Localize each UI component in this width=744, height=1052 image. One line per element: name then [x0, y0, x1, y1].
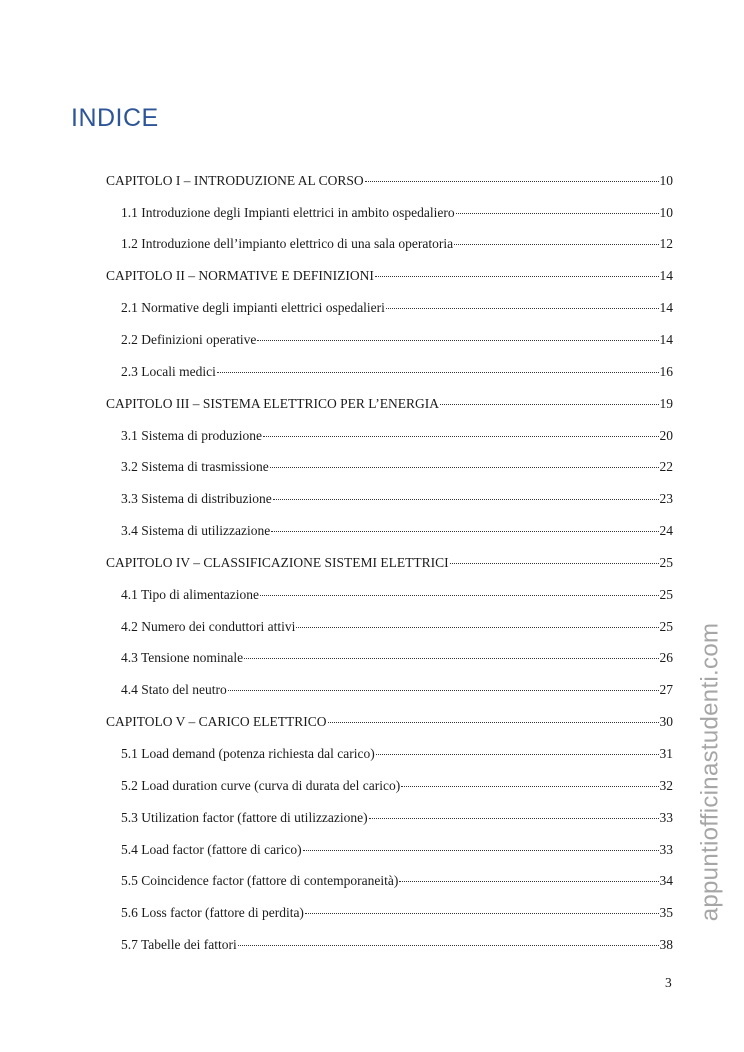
toc-entry-page: 25 [659, 555, 673, 570]
dot-leader [257, 329, 658, 341]
toc-entry-label: 2.3 Locali medici [121, 364, 216, 379]
dot-leader [376, 743, 659, 755]
toc-entry-label: 3.2 Sistema di trasmissione [121, 459, 269, 474]
toc-entry-page: 33 [659, 810, 673, 825]
toc-entry-label: 5.7 Tabelle dei fattori [121, 937, 237, 952]
toc-entry[interactable] [121, 650, 673, 670]
dot-leader [454, 233, 658, 245]
dot-leader [260, 584, 659, 596]
toc-entry-page: 34 [659, 873, 673, 888]
toc-entry-label: 1.2 Introduzione dell’impianto elettrico di una sala operatoria [121, 236, 454, 251]
toc-entry-label: 5.1 Load demand (potenza richiesta dal carico) [121, 746, 375, 761]
toc-entry-page: 14 [659, 300, 673, 315]
toc-entry[interactable] [121, 905, 673, 925]
toc-entry-page: 16 [659, 364, 673, 379]
toc-entry[interactable] [121, 842, 673, 862]
dot-leader [440, 393, 659, 405]
toc-entry-page: 31 [659, 746, 673, 761]
toc-entry-page: 27 [659, 682, 673, 697]
dot-leader [399, 870, 658, 882]
toc-entry-label: CAPITOLO IV – CLASSIFICAZIONE SISTEMI ELETTRICI [106, 555, 449, 570]
toc-entry-page: 22 [659, 459, 673, 474]
dot-leader [271, 520, 658, 532]
toc-entry-label: 4.2 Numero dei conduttori attivi [121, 619, 296, 634]
dot-leader [456, 202, 659, 214]
toc-entry-label: 3.3 Sistema di distribuzione [121, 491, 272, 506]
toc-entry-label: 2.1 Normative degli impianti elettrici ospedalieri [121, 300, 385, 315]
toc-entry[interactable] [121, 873, 673, 893]
toc-entry-label: 5.2 Load duration curve (curva di durata del carico) [121, 778, 401, 793]
dot-leader [328, 711, 659, 723]
toc-entry-page: 25 [659, 619, 673, 634]
toc-entry[interactable] [121, 587, 673, 607]
toc-entry[interactable] [121, 937, 673, 957]
toc-entry-label: CAPITOLO I – INTRODUZIONE AL CORSO [106, 173, 364, 188]
page-title: INDICE [71, 104, 159, 132]
toc-entry-page: 35 [659, 905, 673, 920]
toc-entry-label: CAPITOLO II – NORMATIVE E DEFINIZIONI [106, 268, 374, 283]
dot-leader [296, 616, 658, 628]
toc-entry-label: 5.6 Loss factor (fattore di perdita) [121, 905, 304, 920]
toc-entry-label: 4.3 Tensione nominale [121, 650, 244, 665]
toc-entry-label: 4.1 Tipo di alimentazione [121, 587, 259, 602]
toc-entry-page: 14 [659, 268, 673, 283]
dot-leader [244, 647, 658, 659]
toc-entry-label: CAPITOLO III – SISTEMA ELETTRICO PER L’ENERGIA [106, 396, 439, 411]
toc-entry[interactable] [121, 236, 673, 256]
toc-entry-label: 5.4 Load factor (fattore di carico) [121, 842, 302, 857]
toc-entry-label: 5.3 Utilization factor (fattore di utilizzazione) [121, 810, 368, 825]
toc-entry[interactable] [121, 364, 673, 384]
toc-entry-label: 3.4 Sistema di utilizzazione [121, 523, 271, 538]
dot-leader [365, 170, 659, 182]
toc-entry-label: 3.1 Sistema di produzione [121, 428, 262, 443]
dot-leader [228, 679, 659, 691]
dot-leader [375, 265, 659, 277]
toc-entry-page: 23 [659, 491, 673, 506]
dot-leader [450, 552, 659, 564]
toc-entry[interactable] [121, 619, 673, 639]
dot-leader [401, 775, 658, 787]
toc-entry[interactable] [106, 714, 673, 734]
toc-entry-page: 26 [659, 650, 673, 665]
toc-entry-page: 20 [659, 428, 673, 443]
toc-entry-label: 4.4 Stato del neutro [121, 682, 227, 697]
toc-entry[interactable] [121, 300, 673, 320]
toc-entry[interactable] [121, 778, 673, 798]
toc-entry[interactable] [106, 555, 673, 575]
toc-entry-page: 10 [659, 205, 673, 220]
dot-leader [303, 839, 659, 851]
toc-entry-page: 32 [659, 778, 673, 793]
dot-leader [263, 425, 659, 437]
dot-leader [273, 488, 659, 500]
toc-entry[interactable] [121, 746, 673, 766]
toc-entry[interactable] [121, 491, 673, 511]
toc-entry-page: 33 [659, 842, 673, 857]
toc-entry[interactable] [106, 173, 673, 193]
toc-entry-page: 38 [659, 937, 673, 952]
toc-entry[interactable] [121, 810, 673, 830]
toc-entry-page: 10 [659, 173, 673, 188]
toc-entry[interactable] [121, 205, 673, 225]
toc-entry-page: 12 [659, 236, 673, 251]
watermark [690, 607, 730, 937]
dot-leader [217, 361, 659, 373]
toc-entry-label: CAPITOLO V – CARICO ELETTRICO [106, 714, 327, 729]
toc-entry[interactable] [121, 459, 673, 479]
toc-entry-label: 1.1 Introduzione degli Impianti elettrici in ambito ospedaliero [121, 205, 455, 220]
toc-entry[interactable] [121, 332, 673, 352]
toc-entry[interactable] [106, 268, 673, 288]
toc-entry-page: 19 [659, 396, 673, 411]
toc-entry-page: 14 [659, 332, 673, 347]
toc-entry[interactable] [106, 396, 673, 416]
toc-entry[interactable] [121, 682, 673, 702]
watermark-text: appuntiofficinastudenti.com [696, 622, 724, 922]
dot-leader [305, 902, 659, 914]
page-number: 3 [665, 975, 672, 990]
toc-entry-label: 2.2 Definizioni operative [121, 332, 257, 347]
toc-entry-page: 30 [659, 714, 673, 729]
dot-leader [369, 807, 659, 819]
dot-leader [386, 297, 659, 309]
toc-entry-page: 24 [659, 523, 673, 538]
toc-entry-label: 5.5 Coincidence factor (fattore di contemporaneità) [121, 873, 399, 888]
toc-entry-page: 25 [659, 587, 673, 602]
dot-leader [238, 934, 659, 946]
dot-leader [270, 456, 659, 468]
toc-entry[interactable] [121, 523, 673, 543]
toc-entry[interactable] [121, 428, 673, 448]
